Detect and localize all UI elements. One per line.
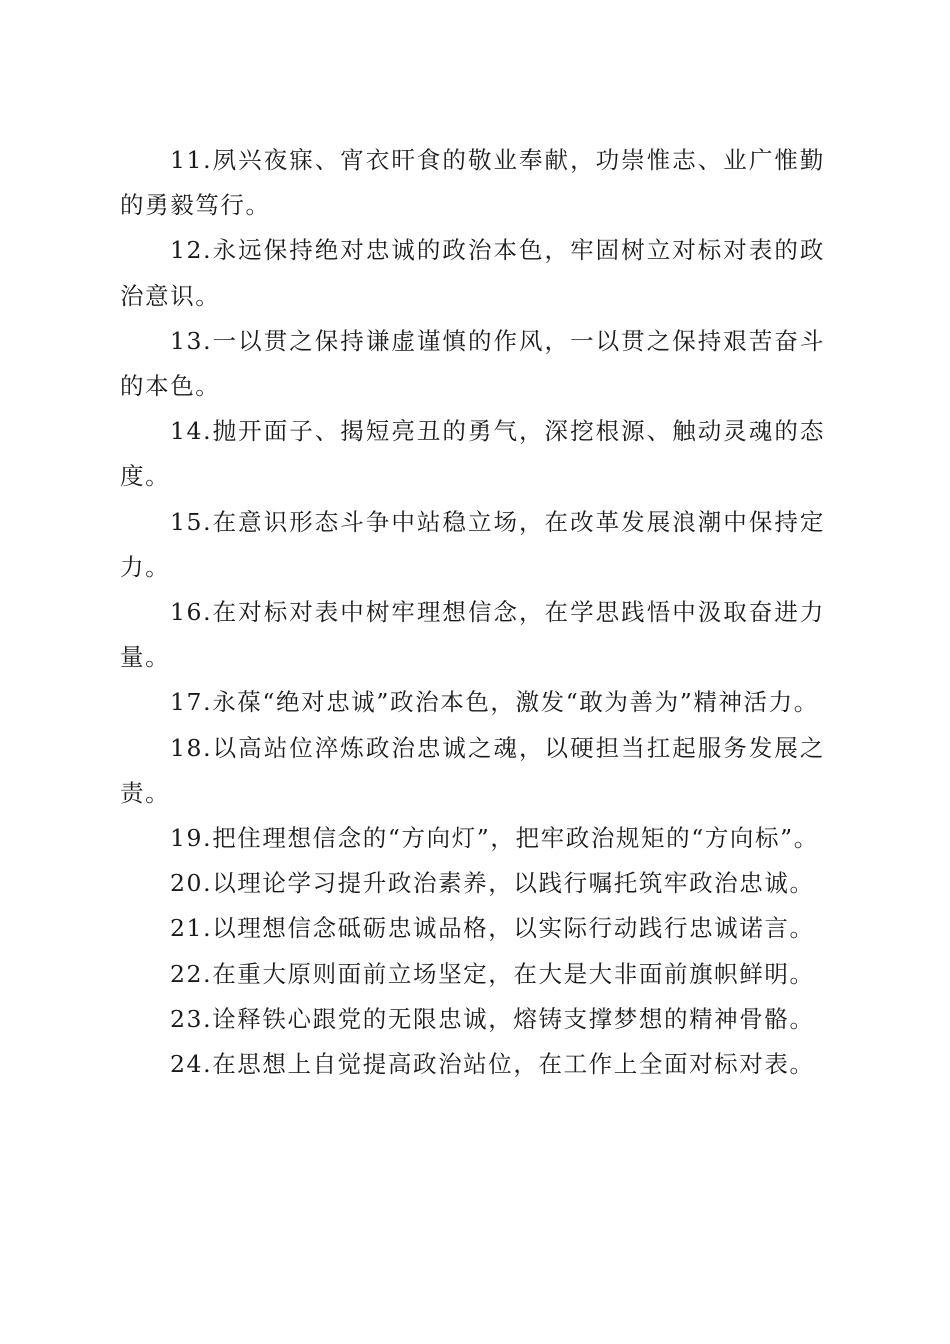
- item-text: 永葆“绝对忠诚”政治本色，激发“敢为善为”精神活力。: [212, 688, 819, 717]
- item-number: 11.: [170, 146, 213, 174]
- item-number: 24.: [170, 1050, 213, 1079]
- item-number: 19.: [170, 824, 213, 853]
- list-item: [120, 952, 825, 997]
- item-text: 永远保持绝对忠诚的政治本色，牢固树立对标对表的政治意识。: [120, 236, 825, 310]
- list-item: [120, 500, 825, 590]
- item-text: 一以贯之保持谦虚谨慎的作风，一以贯之保持艰苦奋斗的本色。: [120, 326, 825, 401]
- item-number: 22.: [170, 959, 213, 988]
- item-number: 12.: [170, 236, 213, 265]
- item-text: 夙兴夜寐、宵衣旰食的敬业奉献，功崇惟志、业广惟勤的勇毅笃行。: [120, 146, 825, 220]
- list-item: [120, 138, 825, 228]
- list-item: [120, 726, 825, 816]
- item-text: 在意识形态斗争中站稳立场，在改革发展浪潮中保持定力。: [120, 507, 825, 581]
- item-text: 以理论学习提升政治素养，以践行嘱托筑牢政治忠诚。: [212, 869, 815, 898]
- item-number: 16.: [170, 598, 213, 627]
- item-text: 以高站位淬炼政治忠诚之魂，以硬担当扛起服务发展之责。: [120, 733, 825, 807]
- list-item: [120, 1042, 825, 1087]
- list-item: [120, 319, 825, 409]
- item-text: 把住理想信念的“方向灯”，把牢政治规矩的“方向标”。: [212, 824, 819, 853]
- item-number: 14.: [170, 417, 213, 446]
- item-text: 以理想信念砥砺忠诚品格，以实际行动践行忠诚诺言。: [212, 914, 815, 943]
- item-text: 抛开面子、揭短亮丑的勇气，深挖根源、触动灵魂的态度。: [120, 417, 825, 491]
- item-text: 在重大原则面前立场坚定，在大是大非面前旗帜鲜明。: [212, 959, 815, 988]
- item-number: 17.: [170, 688, 213, 717]
- item-number: 18.: [170, 733, 213, 762]
- list-item: [120, 409, 825, 499]
- list-item: [120, 590, 825, 680]
- list-item: [120, 228, 825, 318]
- list-item: [120, 680, 825, 725]
- item-text: 在思想上自觉提高政治站位，在工作上全面对标对表。: [212, 1050, 815, 1079]
- item-number: 13.: [170, 326, 213, 355]
- list-item: [120, 816, 825, 861]
- list-item: [120, 906, 825, 951]
- item-text: 诠释铁心跟党的无限忠诚，熔铸支撑梦想的精神骨骼。: [212, 1004, 815, 1033]
- item-number: 23.: [170, 1004, 213, 1033]
- item-number: 15.: [170, 507, 213, 536]
- document-body: [120, 138, 825, 1087]
- item-number: 20.: [170, 869, 213, 898]
- list-item: [120, 861, 825, 906]
- item-number: 21.: [170, 914, 213, 943]
- list-item: [120, 997, 825, 1042]
- item-text: 在对标对表中树牢理想信念，在学思践悟中汲取奋进力量。: [120, 598, 825, 672]
